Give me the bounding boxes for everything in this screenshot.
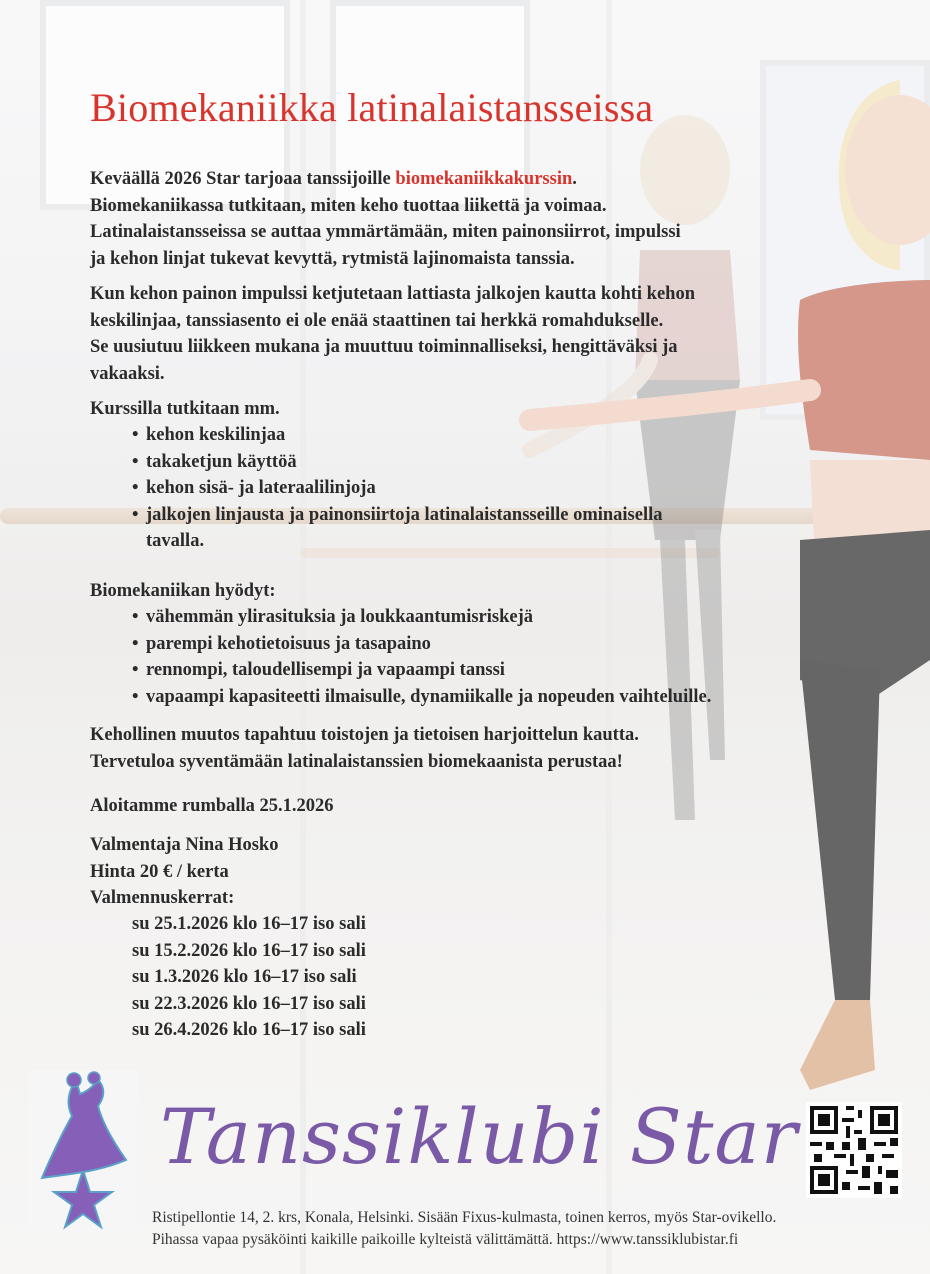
closing-line: Kehollinen muutos tapahtuu toistojen ja tietoisen harjoittelun kautta.: [90, 725, 639, 745]
start-date: Aloitamme rumballa 25.1.2026: [90, 796, 334, 816]
session-item: su 25.1.2026 klo 16–17 iso sali: [132, 914, 366, 934]
paragraph-line: Se uusiutuu liikkeen mukana ja muuttuu toiminnalliseksi, hengittäväksi ja: [90, 337, 678, 357]
intro-line: Latinalaistansseissa se auttaa ymmärtämään, miten painonsiirrot, impulssi: [90, 222, 681, 242]
paragraph-line: vakaaksi.: [90, 363, 165, 384]
topics-heading: Kurssilla tutkitaan mm.: [90, 399, 280, 419]
page-title: Biomekaniikka latinalaistansseissa: [90, 85, 654, 130]
topics-list: [132, 422, 663, 555]
impulse-paragraph: [90, 281, 695, 387]
session-item: su 22.3.2026 klo 16–17 iso sali: [132, 993, 366, 1014]
intro-paragraph: [90, 166, 681, 272]
paragraph-line: keskilinjaa, tanssiasento ei ole enää staattinen tai herkkä romahdukselle.: [90, 310, 664, 331]
brand-name: Tanssiklubi Star: [160, 1092, 799, 1181]
intro-text: Keväällä 2026 Star tarjoaa tanssijoille: [90, 169, 396, 189]
price: Hinta 20 € / kerta: [90, 861, 229, 882]
closing-line: Tervetuloa syventämään latinalaistanssien biomekaanista perustaa!: [90, 751, 623, 772]
list-item: • takaketjun käyttöä: [132, 449, 663, 476]
website-line[interactable]: Pihassa vapaa pysäköinti kaikille paikoille kylteistä välittämättä. https://www.tanssiklubistar.fi: [152, 1231, 739, 1248]
course-details: [90, 832, 278, 912]
intro-line: ja kehon linjat tukevat kevyttä, rytmistä lajinomaista tanssia.: [90, 248, 575, 269]
session-item: su 26.4.2026 klo 16–17 iso sali: [132, 1020, 366, 1040]
benefits-list: [132, 604, 711, 710]
list-item: • kehon keskilinjaa: [132, 422, 663, 449]
list-item: • rennompi, taloudellisempi ja vapaampi tanssi: [132, 657, 711, 684]
dancing-couple-icon: [28, 1070, 138, 1232]
course-highlight: biomekaniikkakurssin: [395, 169, 573, 189]
list-item-text: jalkojen linjausta ja painonsiirtoja latinalaistansseille ominaisella: [146, 504, 663, 525]
intro-line: Biomekaniikassa tutkitaan, miten keho tuottaa liikettä ja voimaa.: [90, 195, 607, 216]
session-item: su 1.3.2026 klo 16–17 iso sali: [132, 967, 357, 987]
address-line: Ristipellontie 14, 2. krs, Konala, Helsinki. Sisään Fixus-kulmasta, toinen kerros, myös Star-ovikello.: [152, 1209, 777, 1226]
sessions-label: Valmennuskerrat:: [90, 888, 235, 908]
list-item-continuation: tavalla.: [146, 531, 205, 551]
qr-code-icon[interactable]: [806, 1102, 902, 1198]
list-item: • vapaampi kapasiteetti ilmaisulle, dynamiikalle ja nopeuden vaihteluille.: [132, 684, 711, 711]
address: [152, 1207, 776, 1251]
list-item: [132, 502, 663, 555]
session-item: su 15.2.2026 klo 16–17 iso sali: [132, 940, 366, 961]
list-item: • parempi kehotietoisuus ja tasapaino: [132, 631, 711, 658]
list-item: • kehon sisä- ja lateraalilinjoja: [132, 475, 663, 502]
paragraph-line: Kun kehon painon impulssi ketjutetaan lattiasta jalkojen kautta kohti kehon: [90, 284, 695, 304]
sessions-list: [132, 911, 366, 1044]
closing-paragraph: [90, 722, 639, 775]
list-item: • vähemmän ylirasituksia ja loukkaantumisriskejä: [132, 604, 711, 631]
benefits-heading: Biomekaniikan hyödyt:: [90, 581, 276, 601]
coach: Valmentaja Nina Hosko: [90, 835, 279, 855]
intro-text-end: .: [572, 169, 577, 189]
club-logo: [28, 1070, 138, 1232]
